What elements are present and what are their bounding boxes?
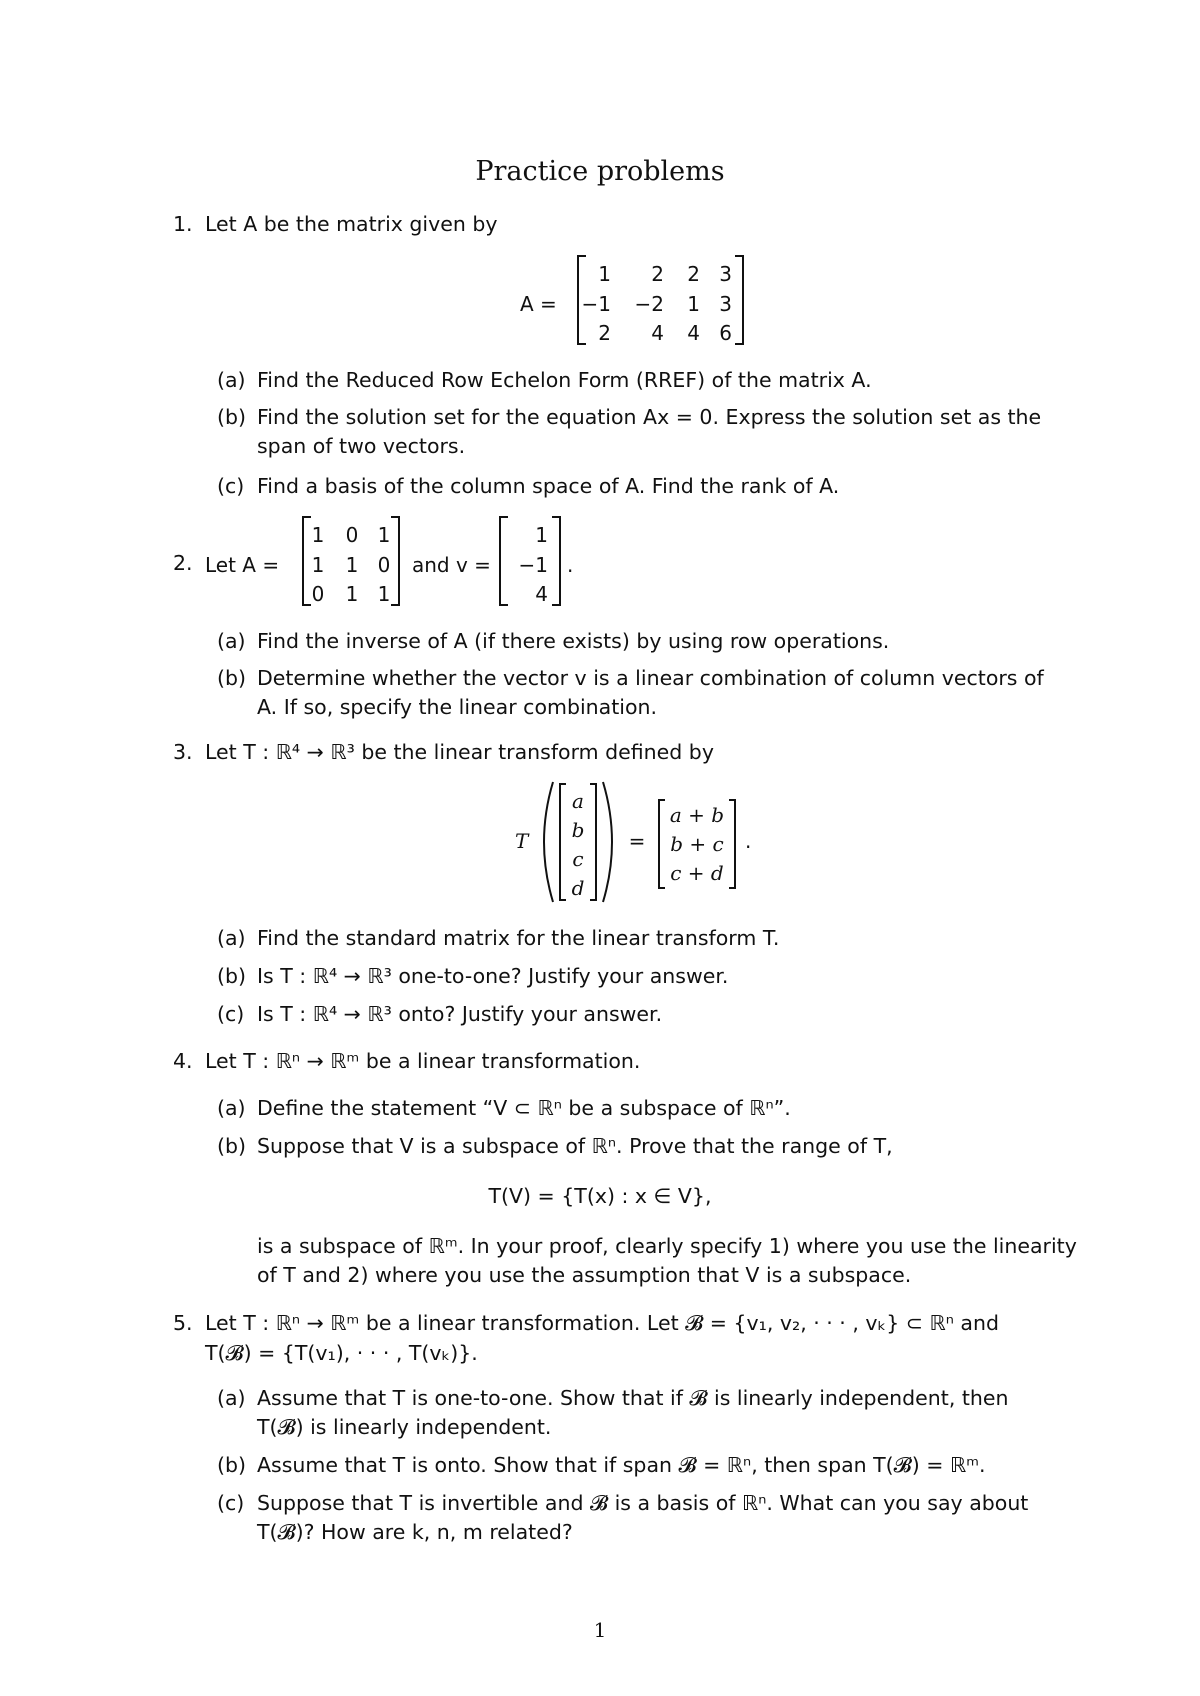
problem-2b-text-line-2: A. If so, specify the linear combination. <box>257 695 658 719</box>
part-label: (b) <box>217 666 247 690</box>
problem-2a-text: Find the inverse of A (if there exists) by using row operations. <box>257 629 890 653</box>
problem-4-intro: Let T : ℝⁿ → ℝᵐ be a linear transformation. <box>205 1049 641 1073</box>
problem-4b-after-line-1: is a subspace of ℝᵐ. In your proof, clearly specify 1) where you use the linearity <box>257 1234 1077 1258</box>
period: . <box>567 553 574 577</box>
matrix-cell: 2 <box>687 262 700 286</box>
matrix-cell: 4 <box>651 321 664 345</box>
problem-1a-text: Find the Reduced Row Echelon Form (RREF) of the matrix A. <box>257 368 872 392</box>
problem-3-number: 3. <box>173 740 193 764</box>
part-label: (a) <box>217 1096 246 1120</box>
problem-3b-text: Is T : ℝ⁴ → ℝ³ one-to-one? Justify your answer. <box>257 964 729 988</box>
problem-5c-text-line-1: Suppose that T is invertible and 𝓑 is a basis of ℝⁿ. What can you say about <box>257 1491 1029 1515</box>
problem-5-line-1: Let T : ℝⁿ → ℝᵐ be a linear transformation. Let 𝓑 = {v₁, v₂, · · · , vₖ} ⊂ ℝⁿ and <box>205 1311 999 1335</box>
problem-5c-text-line-2: T(𝓑)? How are k, n, m related? <box>257 1520 573 1544</box>
part-label: (a) <box>217 629 246 653</box>
problem-1-matrix <box>510 252 750 350</box>
vector-entry: b <box>571 818 585 842</box>
vector-entry: a <box>572 789 584 813</box>
problem-4-number: 4. <box>173 1049 193 1073</box>
part-label: (c) <box>217 474 245 498</box>
matrix-cell: 1 <box>687 292 700 316</box>
problem-5-line-2: T(𝓑) = {T(v₁), · · · , T(vₖ)}. <box>205 1341 478 1365</box>
matrix-cell: −1 <box>581 292 611 316</box>
problem-3a-text: Find the standard matrix for the linear transform T. <box>257 926 780 950</box>
matrix-cell: 1 <box>345 582 359 606</box>
part-label: (b) <box>217 405 247 429</box>
matrix-cell: −2 <box>634 292 664 316</box>
part-label: (a) <box>217 926 246 950</box>
problem-2-lead: Let A = <box>205 553 280 577</box>
page-title: Practice problems <box>475 156 725 187</box>
part-label: (c) <box>217 1491 245 1515</box>
vector-entry: c <box>572 847 584 871</box>
vector-entry: 4 <box>535 582 548 606</box>
T-symbol: T <box>515 829 529 853</box>
problem-4b-after-line-2: of T and 2) where you use the assumption that V is a subspace. <box>257 1263 912 1287</box>
problem-1b-text-line-2: span of two vectors. <box>257 434 466 458</box>
vector-entry: b + c <box>670 832 724 856</box>
problem-1b-text-line-1: Find the solution set for the equation Ax = 0. Express the solution set as the <box>257 405 1042 429</box>
matrix-cell: 1 <box>311 553 325 577</box>
problem-5-number: 5. <box>173 1311 193 1335</box>
problem-5a-text-line-2: T(𝓑) is linearly independent. <box>257 1415 552 1439</box>
part-label: (a) <box>217 368 246 392</box>
problem-2b-text-line-1: Determine whether the vector v is a linear combination of column vectors of <box>257 666 1044 690</box>
vector-entry: 1 <box>535 523 548 547</box>
problem-4a-text: Define the statement “V ⊂ ℝⁿ be a subspace of ℝⁿ”. <box>257 1096 791 1120</box>
matrix-cell: 1 <box>377 582 391 606</box>
problem-4-display-equation: T(V) = {T(x) : x ∈ V}, <box>488 1184 712 1208</box>
and-v-label: and v = <box>412 553 491 577</box>
problem-1-number: 1. <box>173 212 193 236</box>
vector-entry: c + d <box>670 861 724 885</box>
matrix-cell: 0 <box>377 553 391 577</box>
matrix-label: A = <box>520 292 557 316</box>
matrix-cell: 1 <box>377 523 391 547</box>
equals: = <box>628 829 646 853</box>
period: . <box>745 829 752 853</box>
matrix-cell: 3 <box>719 262 732 286</box>
problem-4b-text: Suppose that V is a subspace of ℝⁿ. Prove that the range of T, <box>257 1134 893 1158</box>
part-label: (b) <box>217 964 247 988</box>
part-label: (a) <box>217 1386 246 1410</box>
problem-3-intro: Let T : ℝ⁴ → ℝ³ be the linear transform defined by <box>205 740 714 764</box>
matrix-cell: 1 <box>345 553 359 577</box>
vector-entry: −1 <box>518 553 548 577</box>
problem-2-statement <box>200 513 590 611</box>
matrix-cell: 2 <box>598 321 611 345</box>
matrix-cell: 0 <box>345 523 359 547</box>
problem-1c-text: Find a basis of the column space of A. Find the rank of A. <box>257 474 840 498</box>
part-label: (b) <box>217 1453 247 1477</box>
problem-5a-text-line-1: Assume that T is one-to-one. Show that if 𝓑 is linearly independent, then <box>257 1386 1009 1410</box>
matrix-cell: 3 <box>719 292 732 316</box>
matrix-cell: 6 <box>719 321 732 345</box>
vector-entry: d <box>571 876 585 900</box>
page-number: 1 <box>593 1618 607 1642</box>
problem-2-number: 2. <box>173 551 193 575</box>
problem-1-intro: Let A be the matrix given by <box>205 212 498 236</box>
matrix-cell: 4 <box>687 321 700 345</box>
problem-5b-text: Assume that T is onto. Show that if span 𝓑 = ℝⁿ, then span T(𝓑) = ℝᵐ. <box>257 1453 986 1477</box>
problem-3c-text: Is T : ℝ⁴ → ℝ³ onto? Justify your answer. <box>257 1002 663 1026</box>
problem-3-transform-display <box>505 776 775 908</box>
matrix-cell: 2 <box>651 262 664 286</box>
matrix-cell: 1 <box>311 523 325 547</box>
part-label: (c) <box>217 1002 245 1026</box>
vector-entry: a + b <box>669 803 725 827</box>
matrix-cell: 1 <box>598 262 611 286</box>
part-label: (b) <box>217 1134 247 1158</box>
matrix-cell: 0 <box>311 582 325 606</box>
